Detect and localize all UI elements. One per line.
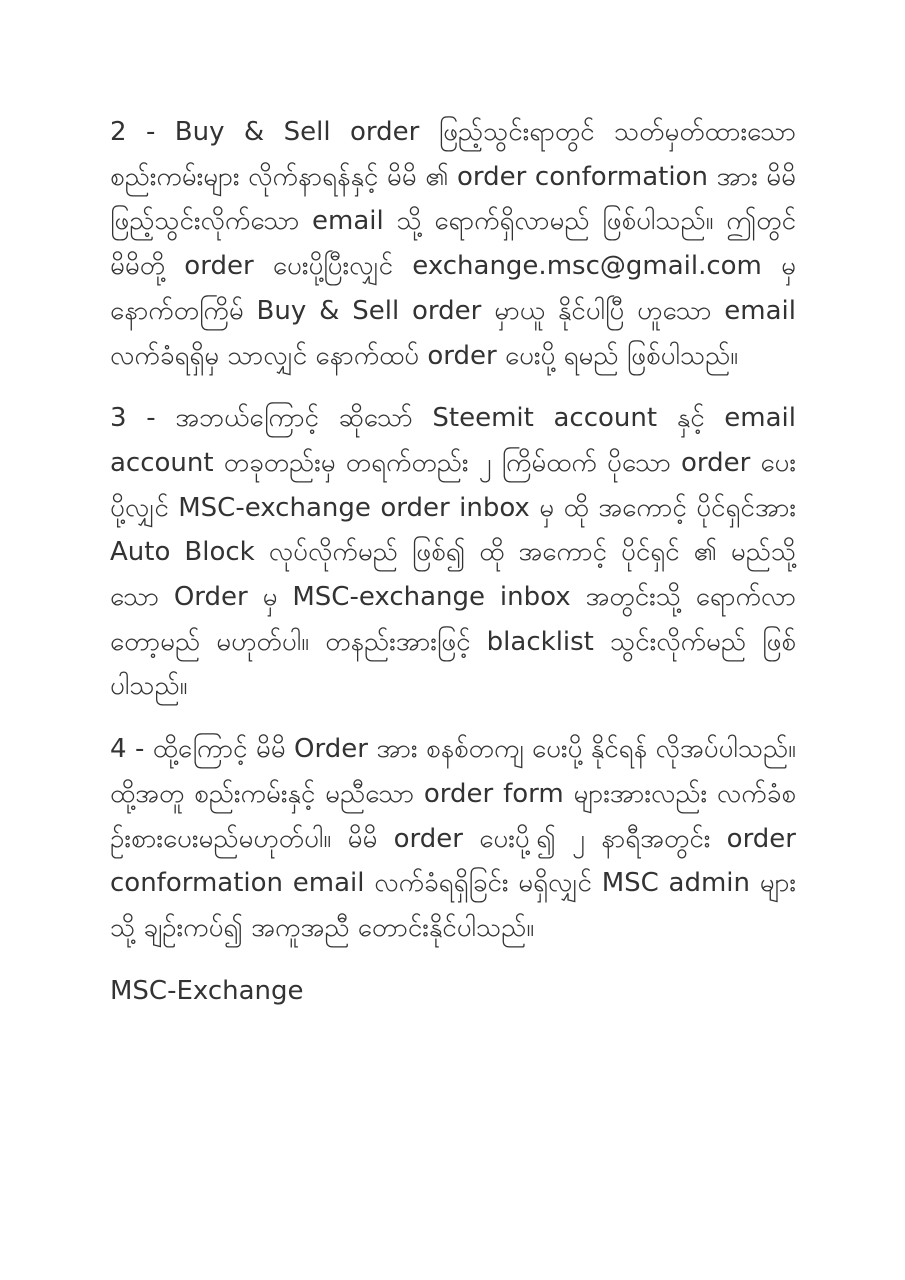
paragraph-3-auto-block: 3 - အဘယ်ကြောင့် ဆိုသော် Steemit account နှင့် email account တခုတည်းမှ တရက်တည်း ၂ ကြိမ်ထက် ပိုသော order ပေးပို့လျှင် MSC-exchange order inbox မှ ထို အကောင့် ပိုင်ရှင်အား Auto Block လုပ်လိုက်မည် ဖြစ်၍ ထို အကောင့် ပိုင်ရှင် ၏ မည်သို့ သော Order မှ MSC-exchange inbox အတွင်းသို့ ရောက်လာတော့မည် မဟုတ်ပါ။ တနည်းအားဖြင့် blacklist သွင်းလိုက်မည် ဖြစ်ပါသည်။ (110, 403, 796, 702)
signature: MSC-Exchange (110, 975, 304, 1006)
paragraph-2-order-confirmation: 2 - Buy & Sell order ဖြည့်သွင်းရာတွင် သတ်မှတ်ထားသော စည်းကမ်းများ လိုက်နာရန်နှင့် မိမိ ၏ order conformation အား မိမိ ဖြည့်သွင်းလိုက်သော email သို့ ရောက်ရှိလာမည် ဖြစ်ပါသည်။ ဤတွင် မိမိတို့ order ပေးပို့ပြီးလျှင် exchange.msc@gmail.com မှ နောက်တကြိမ် Buy & Sell order မှာယူ နိုင်ပါပြီ ဟူသော email လက်ခံရရှိမှ သာလျှင် နောက်ထပ် order ပေးပို့ ရမည် ဖြစ်ပါသည်။ (110, 117, 796, 371)
paragraph-4-admin-contact: 4 - ထို့ကြောင့် မိမိ Order အား စနစ်တကျ ပေးပို့ နိုင်ရန် လိုအပ်ပါသည်။ ထို့အတူ စည်းကမ်းနှင့် မညီသော order form များအားလည်း လက်ခံစဥ်းစားပေးမည်မဟုတ်ပါ။ မိမိ order ပေးပို့၍ ၂ နာရီအတွင်း order conformation email လက်ခံရရှိခြင်း မရှိလျှင် MSC admin များသို့ ချဥ်းကပ်၍ အကူအညီ တောင်းနိုင်ပါသည်။ (110, 734, 796, 943)
document-body (110, 110, 796, 1013)
